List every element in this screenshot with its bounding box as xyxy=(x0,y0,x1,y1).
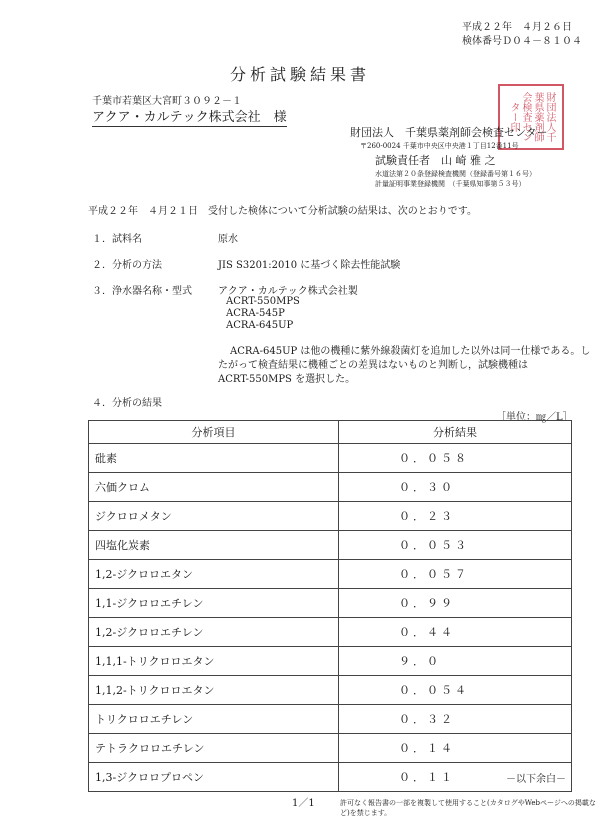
row-item: 1,2-ジクロロエチレン xyxy=(89,618,339,647)
row-item: 1,3-ジクロロプロペン xyxy=(89,763,339,792)
row-item: ジクロロメタン xyxy=(89,502,339,531)
row-result: ０．１４ xyxy=(339,734,572,763)
model-1: ACRT-550MPS xyxy=(226,296,300,307)
unit-label: ［単位：㎎／L］ xyxy=(496,412,573,423)
issuer-responsible: 試験責任者 山 崎 雅 之 xyxy=(375,154,496,167)
section-4-heading: ４．分析の結果 xyxy=(92,398,162,409)
model-3: ACRA-645UP xyxy=(226,320,294,331)
row-result: ０．９９ xyxy=(339,589,572,618)
row-item: 六価クロム xyxy=(89,473,339,502)
note-line-3: ACRT-550MPS を選択した。 xyxy=(218,374,356,385)
recipient-name: アクア・カルテック株式会社 様 xyxy=(92,106,287,127)
table-row xyxy=(89,444,572,473)
sample-number: 検体番号Ｄ０４－８１０４ xyxy=(462,36,582,47)
row-result: ０．３２ xyxy=(339,705,572,734)
table-row xyxy=(89,676,572,705)
footer-disclaimer: 許可なく報告書の一部を複製して使用すること(カタログやWebページへの掲載など)を禁じます。 xyxy=(340,799,596,817)
recipient-address: 千葉市若葉区大宮町３０９２－１ xyxy=(92,96,242,107)
item-2-label: ２．分析の方法 xyxy=(92,260,162,271)
row-result: ０．０５８ xyxy=(339,444,572,473)
table-row xyxy=(89,502,572,531)
issuer-registration-1: 水道法第２０条登録検査機関（登録番号第１６号） xyxy=(375,170,536,178)
row-result: ０．１１ xyxy=(339,763,572,792)
row-item: トリクロロエチレン xyxy=(89,705,339,734)
row-item: 1,1-ジクロロエチレン xyxy=(89,589,339,618)
table-row xyxy=(89,560,572,589)
header-result: 分析結果 xyxy=(339,421,572,444)
row-item: 1,2-ジクロロエタン xyxy=(89,560,339,589)
item-1-label: １．試料名 xyxy=(92,234,142,245)
model-2: ACRA-545P xyxy=(226,308,285,319)
row-result: ０．０５４ xyxy=(339,676,572,705)
row-result: ０．３０ xyxy=(339,473,572,502)
table-row xyxy=(89,473,572,502)
item-2-value: JIS S3201:2010 に基づく除去性能試験 xyxy=(218,260,401,271)
row-result: ０．２３ xyxy=(339,502,572,531)
table-row xyxy=(89,763,572,792)
table-row xyxy=(89,531,572,560)
item-1-value: 原水 xyxy=(218,234,238,245)
note-line-2: たがって検査結果に機種ごとの差異はないものと判断し，試験機種は xyxy=(218,360,528,371)
table-header-row xyxy=(89,421,572,444)
row-result: ０．０５７ xyxy=(339,560,572,589)
row-item: テトラクロロエチレン xyxy=(89,734,339,763)
report-date: 平成２２年 ４月２６日 xyxy=(462,22,572,33)
intro-text: 平成２２年 ４月２１日 受付した検体について分析試験の結果は、次のとおりです。 xyxy=(88,206,477,217)
row-item: 四塩化炭素 xyxy=(89,531,339,560)
page-number: 1／1 xyxy=(292,798,315,809)
row-result: ０．４４ xyxy=(339,618,572,647)
page-title: 分析試験結果書 xyxy=(229,65,370,84)
official-seal: 財団法人千葉県薬剤師会検査センター印 xyxy=(498,84,564,150)
row-item: 1,1,2-トリクロロエタン xyxy=(89,676,339,705)
table-row xyxy=(89,705,572,734)
row-result: ０．０５３ xyxy=(339,531,572,560)
row-item: 1,1,1-トリクロロエタン xyxy=(89,647,339,676)
table-row xyxy=(89,589,572,618)
issuer-address: 〒260-0024 千葉市中央区中央港１丁目12番11号 xyxy=(360,142,519,150)
row-item: 砒素 xyxy=(89,444,339,473)
row-result: ９．０ xyxy=(339,647,572,676)
table-row xyxy=(89,647,572,676)
header-item: 分析項目 xyxy=(89,421,339,444)
note-line-1: ACRA-645UP は他の機種に紫外線殺菌灯を追加した以外は同一仕様である。し xyxy=(230,346,591,357)
issuer-registration-2: 計量証明事業登録機関 （千葉県知事第５３号） xyxy=(375,180,526,188)
table-row xyxy=(89,734,572,763)
table-row xyxy=(89,618,572,647)
results-table xyxy=(88,420,572,792)
end-note: －以下余白－ xyxy=(506,774,566,785)
item-3-label: ３．浄水器名称・型式 xyxy=(92,286,192,297)
issuer-org: 財団法人 千葉県薬剤師会検査センター xyxy=(350,126,548,139)
item-3-value: アクア・カルテック株式会社製 xyxy=(218,286,358,297)
